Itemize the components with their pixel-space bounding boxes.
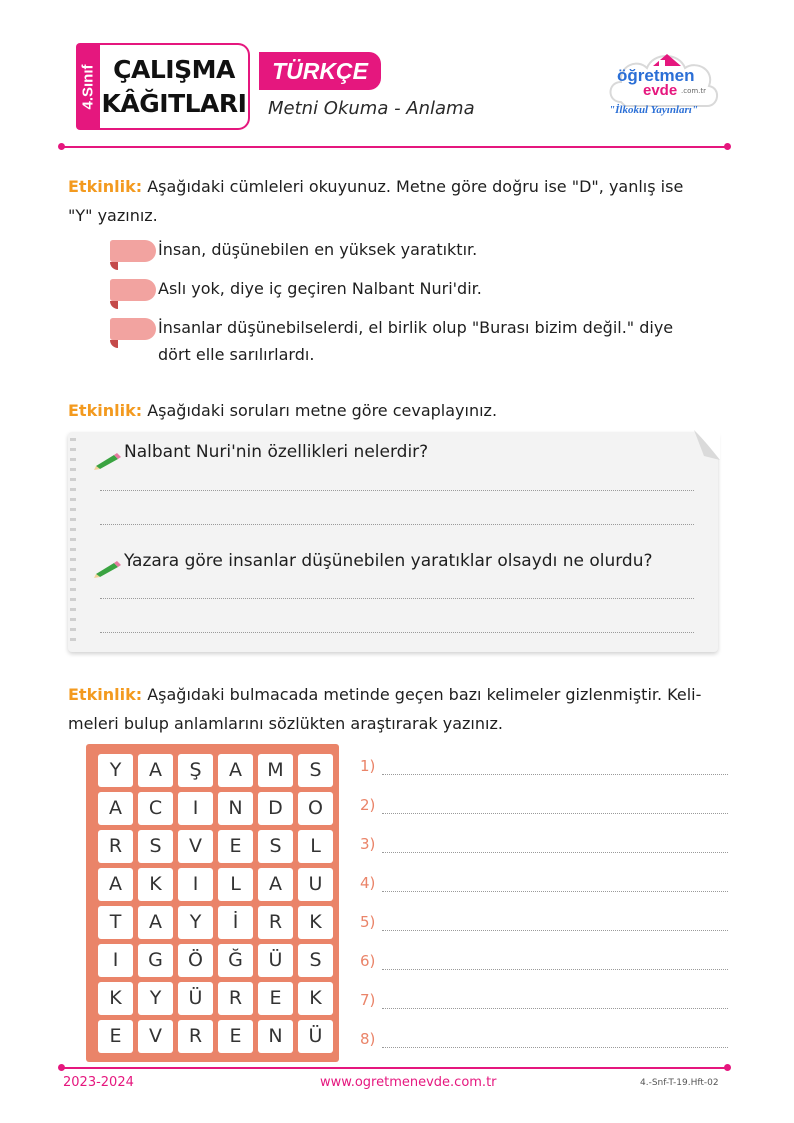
grid-cell[interactable]: S bbox=[298, 944, 333, 977]
title-line-1: ÇALIŞMA bbox=[113, 55, 235, 84]
page-curl-icon bbox=[694, 430, 720, 460]
answer-number: 1) bbox=[360, 757, 376, 775]
subject-badge: TÜRKÇE bbox=[259, 52, 381, 90]
grid-cell[interactable]: R bbox=[218, 982, 253, 1015]
grid-cell[interactable]: A bbox=[138, 906, 173, 939]
grid-cell[interactable]: S bbox=[138, 830, 173, 863]
publisher-logo bbox=[603, 42, 723, 132]
grid-cell[interactable]: L bbox=[298, 830, 333, 863]
grid-cell[interactable]: I bbox=[98, 944, 133, 977]
answer-number: 2) bbox=[360, 796, 376, 814]
footer-year: 2023-2024 bbox=[63, 1075, 134, 1090]
grid-cell[interactable]: M bbox=[258, 754, 293, 787]
answer-line[interactable] bbox=[382, 1008, 728, 1009]
activity3-text-2: meleri bulup anlamlarını sözlükten araştırarak yazınız. bbox=[68, 714, 503, 733]
grid-cell[interactable]: E bbox=[218, 830, 253, 863]
note-binding-holes bbox=[70, 438, 76, 643]
answer-line[interactable] bbox=[382, 930, 728, 931]
grid-cell[interactable]: A bbox=[138, 754, 173, 787]
answer-number: 8) bbox=[360, 1030, 376, 1048]
answer-ribbon-1[interactable] bbox=[110, 240, 156, 262]
grid-cell[interactable]: R bbox=[258, 906, 293, 939]
answer-ribbon-3[interactable] bbox=[110, 318, 156, 340]
answer-line[interactable] bbox=[382, 1047, 728, 1048]
pencil-icon bbox=[92, 450, 122, 470]
activity2-text: Aşağıdaki soruları metne göre cevaplayınız. bbox=[147, 401, 498, 420]
rule-dot-right bbox=[724, 1064, 731, 1071]
statement-3: İnsanlar düşünebilselerdi, el birlik olup "Burası bizim değil." diye bbox=[158, 318, 674, 337]
answer-line[interactable] bbox=[382, 813, 728, 814]
activity1-instruction bbox=[68, 172, 728, 230]
question-note-panel bbox=[68, 432, 718, 652]
activity1-text-1: Aşağıdaki cümleleri okuyunuz. Metne göre doğru ise "D", yanlış ise bbox=[147, 177, 684, 196]
answer-number: 4) bbox=[360, 874, 376, 892]
logo-brand-a: öğretmen bbox=[617, 66, 695, 85]
grid-cell[interactable]: Y bbox=[178, 906, 213, 939]
answer-number: 6) bbox=[360, 952, 376, 970]
pencil-icon bbox=[92, 558, 122, 578]
answer-line[interactable] bbox=[382, 774, 728, 775]
grid-cell[interactable]: V bbox=[138, 1020, 173, 1053]
grid-cell[interactable]: Ğ bbox=[218, 944, 253, 977]
grid-cell[interactable]: I bbox=[178, 868, 213, 901]
grid-cell[interactable]: R bbox=[178, 1020, 213, 1053]
footer-divider bbox=[63, 1067, 727, 1069]
answer-number: 5) bbox=[360, 913, 376, 931]
grid-cell[interactable]: E bbox=[218, 1020, 253, 1053]
grid-cell[interactable]: K bbox=[298, 906, 333, 939]
grid-cell[interactable]: Ü bbox=[258, 944, 293, 977]
statement-3-cont: dört elle sarılırlardı. bbox=[158, 345, 315, 364]
grid-cell[interactable]: K bbox=[138, 868, 173, 901]
answer-line[interactable] bbox=[382, 852, 728, 853]
grid-cell[interactable]: A bbox=[258, 868, 293, 901]
grid-cell[interactable]: R bbox=[98, 830, 133, 863]
grid-cell[interactable]: N bbox=[258, 1020, 293, 1053]
title-line-2: KÂĞITLARI bbox=[101, 89, 247, 118]
statement-1: İnsan, düşünebilen en yüksek yaratıktır. bbox=[158, 240, 478, 259]
grid-cell[interactable]: Ü bbox=[298, 1020, 333, 1053]
grid-cell[interactable]: V bbox=[178, 830, 213, 863]
answer-ribbon-2[interactable] bbox=[110, 279, 156, 301]
grid-cell[interactable]: E bbox=[98, 1020, 133, 1053]
grid-cell[interactable]: İ bbox=[218, 906, 253, 939]
grid-cell[interactable]: S bbox=[258, 830, 293, 863]
grid-cell[interactable]: Y bbox=[98, 754, 133, 787]
grid-cell[interactable]: Ü bbox=[178, 982, 213, 1015]
footer-website[interactable]: www.ogretmenevde.com.tr bbox=[320, 1075, 497, 1090]
statement-2: Aslı yok, diye iç geçiren Nalbant Nuri'dir. bbox=[158, 279, 482, 298]
activity1-text-2: "Y" yazınız. bbox=[68, 206, 158, 225]
answer-line[interactable] bbox=[100, 598, 694, 599]
grid-cell[interactable]: L bbox=[218, 868, 253, 901]
grade-tab bbox=[76, 43, 100, 130]
activity2-instruction bbox=[68, 396, 728, 425]
answer-line[interactable] bbox=[382, 969, 728, 970]
grid-cell[interactable]: A bbox=[98, 868, 133, 901]
activity3-label: Etkinlik: bbox=[68, 685, 143, 704]
answer-number: 3) bbox=[360, 835, 376, 853]
answer-line[interactable] bbox=[100, 524, 694, 525]
grid-cell[interactable]: K bbox=[298, 982, 333, 1015]
question-1: Nalbant Nuri'nin özellikleri nelerdir? bbox=[124, 442, 429, 462]
logo-brand-b: evde bbox=[643, 82, 678, 99]
topic-subtitle: Metni Okuma - Anlama bbox=[268, 98, 475, 119]
answer-line[interactable] bbox=[100, 632, 694, 633]
grid-cell[interactable]: I bbox=[178, 792, 213, 825]
grid-cell[interactable]: N bbox=[218, 792, 253, 825]
activity3-text-1: Aşağıdaki bulmacada metinde geçen bazı kelimeler gizlenmiştir. Keli- bbox=[147, 685, 702, 704]
grid-cell[interactable]: T bbox=[98, 906, 133, 939]
grid-cell[interactable]: Ö bbox=[178, 944, 213, 977]
header-divider bbox=[63, 146, 727, 148]
grade-label: 4.Sınıf bbox=[79, 63, 97, 110]
grid-cell[interactable]: C bbox=[138, 792, 173, 825]
grid-cell[interactable]: G bbox=[138, 944, 173, 977]
grid-cell[interactable]: S bbox=[298, 754, 333, 787]
grid-cell[interactable]: O bbox=[298, 792, 333, 825]
logo-tagline: "İlkokul Yayınları" bbox=[609, 104, 698, 116]
grid-cell[interactable]: Ş bbox=[178, 754, 213, 787]
word-search-grid bbox=[86, 744, 339, 1062]
activity3-instruction bbox=[68, 680, 732, 738]
rule-dot-right bbox=[724, 143, 731, 150]
title-box bbox=[100, 43, 250, 130]
grid-cell[interactable]: K bbox=[98, 982, 133, 1015]
answer-line[interactable] bbox=[382, 891, 728, 892]
grid-cell[interactable]: U bbox=[298, 868, 333, 901]
grid-cell[interactable]: E bbox=[258, 982, 293, 1015]
answer-line[interactable] bbox=[100, 490, 694, 491]
logo-domain: .com.tr bbox=[681, 87, 707, 95]
activity1-label: Etkinlik: bbox=[68, 177, 143, 196]
question-2: Yazara göre insanlar düşünebilen yaratıklar olsaydı ne olurdu? bbox=[124, 551, 653, 571]
grid-cell[interactable]: D bbox=[258, 792, 293, 825]
grid-cell[interactable]: A bbox=[218, 754, 253, 787]
footer-code: 4.-Snf-T-19.Hft-02 bbox=[640, 1078, 719, 1088]
answer-number: 7) bbox=[360, 991, 376, 1009]
grid-cell[interactable]: A bbox=[98, 792, 133, 825]
activity2-label: Etkinlik: bbox=[68, 401, 143, 420]
grid-cell[interactable]: Y bbox=[138, 982, 173, 1015]
